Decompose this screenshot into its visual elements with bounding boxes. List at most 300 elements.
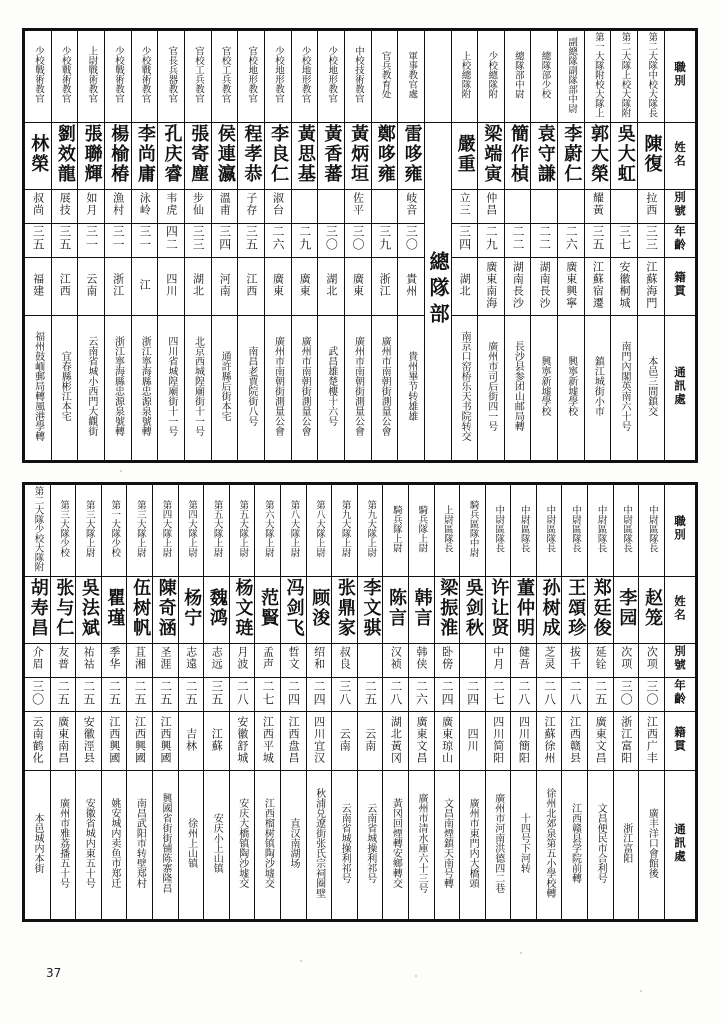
cell-origin: 福建 [25,257,52,315]
cell-address: 廣州市南朝街測量公會 [344,315,371,460]
cell-name: 劉效龍 [51,123,78,190]
cell-name: 范賢 [255,577,281,644]
cell-alias: 溫甫 [211,189,238,223]
cell-alias: 中月 [485,643,511,677]
cell-alias: 健吾 [511,643,537,677]
cell-address: 興寧新墟學校 [531,315,558,460]
cell-rank: 少校地形教官 [291,31,318,123]
cell-age: 三五 [584,223,611,257]
cell-rank: 少校地形教官 [318,31,345,123]
row-label-age: 年齡 [665,223,696,257]
cell-name: 赵笼 [639,577,665,644]
cell-alias [504,189,531,223]
cell-name: 袁守謙 [531,123,558,190]
table-row [25,223,696,257]
cell-address: 安徽省城内東五十号 [76,771,102,920]
cell-origin: 江西平城 [255,712,281,771]
cell-age: 二八 [229,677,255,711]
cell-age: 三四 [451,223,478,257]
cell-address: 通許縣后街本宅 [211,315,238,460]
cell-name: 顾浚 [306,577,332,644]
cell-name: 雷哆雍 [398,123,425,190]
cell-origin: 云南 [357,712,383,771]
cell-name: 张鼎家 [332,577,358,644]
row-label-rank: 職別 [665,485,696,577]
cell-rank: 第二大隊少校大隊附 [25,485,51,577]
cell-rank: 上尉戰術教官 [78,31,105,123]
cell-address: 廣州市司后街四一号 [478,315,505,460]
cell-name: 吳大虹 [611,123,638,190]
cell-name: 陈言 [383,577,409,644]
cell-rank: 官校工兵教官 [211,31,238,123]
cell-alias: 子存 [238,189,265,223]
cell-address: 貴州畢节转雄雄 [398,315,425,460]
cell-origin: 廣東琼山 [434,712,460,771]
cell-alias [318,189,345,223]
cell-rank: 第四大隊上尉 [178,485,204,577]
cell-age: 三三 [184,223,211,257]
cell-address: 本邑三間鎮交 [638,315,665,460]
cell-rank: 第二大隊上校大隊附 [611,31,638,123]
cell-name: 李尚庸 [131,123,158,190]
cell-origin: 浙江 [371,257,398,315]
cell-origin: 云南 [332,712,358,771]
cell-rank: 少校戰術教官 [51,31,78,123]
cell-alias: 介眉 [25,643,51,677]
cell-age: 四二 [158,223,185,257]
cell-rank: 上校總隊附 [451,31,478,123]
cell-alias [531,189,558,223]
cell-rank: 第四大隊上尉 [152,485,178,577]
cell-age: 二二 [531,223,558,257]
cell-address: 安庆小上山镇 [204,771,230,920]
cell-age: 三〇 [639,677,665,711]
cell-alias: 韦虎 [158,189,185,223]
cell-age: 二五 [178,677,204,711]
cell-origin: 湖南長沙 [531,257,558,315]
cell-age: 三一 [104,223,131,257]
cell-alias: 如月 [78,189,105,223]
cell-name: 簡作楨 [504,123,531,190]
cell-age: 二五 [152,677,178,711]
cell-address: 江西赣县学院前轉 [562,771,588,920]
cell-address: 云南省城小西門大觀街 [78,315,105,460]
cell-origin: 四川 [460,712,486,771]
cell-name: 杨文琏 [229,577,255,644]
cell-alias [558,189,585,223]
cell-address: 北京西城隍廟街十一号 [184,315,211,460]
cell-name: 陳奇涵 [152,577,178,644]
cell-alias: 志远 [204,643,230,677]
cell-alias: 卧傍 [434,643,460,677]
table-row [25,31,696,123]
cell-address: 鎮江城街小市 [584,315,611,460]
cell-name: 吳剑秋 [460,577,486,644]
cell-alias: 淑台 [264,189,291,223]
cell-address: 廣州市東門内大橋頭 [460,771,486,920]
cell-name: 張聯輝 [78,123,105,190]
cell-address: 浙江寧海縣忠源泉號轉 [131,315,158,460]
cell-address: 南昌武阳市转壁郑村 [127,771,153,920]
cell-age: 二九 [478,223,505,257]
cell-age: 二六 [264,223,291,257]
cell-rank: 第二大隊中校大隊長 [638,31,665,123]
cell-rank: 騎兵隊上尉 [383,485,409,577]
cell-origin: 湖南長沙 [504,257,531,315]
cell-age: 三〇 [25,677,51,711]
cell-origin: 廣東 [291,257,318,315]
row-label-address: 通訊處 [665,315,696,460]
row-label-name: 姓名 [665,123,696,190]
cell-name: 许让贤 [485,577,511,644]
cell-address: 本邑城内本街 [25,771,51,920]
table-row [25,771,696,920]
cell-origin: 江西盘昌 [280,712,306,771]
cell-origin: 四川宜汉 [306,712,332,771]
cell-address: 浙江寧海縣忠源泉號轉 [104,315,131,460]
row-label-alias: 別號 [665,189,696,223]
cell-rank: 少校戰術教官 [104,31,131,123]
cell-origin: 安徽涇县 [76,712,102,771]
cell-age: 三一 [78,223,105,257]
row-label-origin: 籍貫 [665,257,696,315]
cell-origin: 廣東興寧 [558,257,585,315]
cell-name: 張寄塵 [184,123,211,190]
cell-rank: 官兵教育处 [371,31,398,123]
cell-alias: 孟声 [255,643,281,677]
cell-alias: 岐音 [398,189,425,223]
cell-rank: 副總隊副隊部中尉 [558,31,585,123]
cell-origin: 廣東南昌 [50,712,76,771]
cell-address: 南京口窑桥乐天书院转交 [451,315,478,460]
cell-age: 三〇 [318,223,345,257]
cell-name: 韩言 [408,577,434,644]
cell-age: 二八 [511,677,537,711]
cell-age: 二四 [434,677,460,711]
row-label-alias: 別號 [665,643,696,677]
cell-address: 南門內閣英南六十号 [611,315,638,460]
cell-rank: 第三大隊少校 [50,485,76,577]
cell-alias: 芝灵 [536,643,562,677]
cell-age: 二四 [306,677,332,711]
cell-address: 廣州市南朝街測量公會 [264,315,291,460]
cell-name: 李园 [613,577,639,644]
cell-alias: 立三 [451,189,478,223]
cell-age: 二七 [255,677,281,711]
cell-rank: 第三大隊上尉 [76,485,102,577]
cell-origin: 四川简阳 [485,712,511,771]
cell-age: 二八 [562,677,588,711]
cell-address: 廣州市南朝街測量公會 [291,315,318,460]
cell-name: 鄭哆雍 [371,123,398,190]
cell-age: 二二 [504,223,531,257]
cell-alias: 友普 [50,643,76,677]
cell-rank [424,31,451,123]
cell-alias: 汉祯 [383,643,409,677]
cell-alias: 哲文 [280,643,306,677]
cell-address: 武昌雄楚樓十六号 [318,315,345,460]
cell-age: 三九 [371,223,398,257]
cell-alias [371,189,398,223]
cell-name: 陳復 [638,123,665,190]
cell-age: 三〇 [398,223,425,257]
cell-origin: 江蘇宿遷 [584,257,611,315]
cell-origin: 廣東 [344,257,371,315]
table-row [25,257,696,315]
cell-age: 三〇 [613,677,639,711]
cell-alias: 拔千 [562,643,588,677]
cell-origin: 江西興國 [127,712,153,771]
cell-address: 直汉南湖场 [280,771,306,920]
cell-origin: 江西广丰 [639,712,665,771]
cell-age: 三一 [131,223,158,257]
cell-rank: 第一大隊少校 [101,485,127,577]
cell-origin: 河南 [211,257,238,315]
table-row [25,643,696,677]
cell-origin: 江西 [51,257,78,315]
cell-origin: 江西 [238,257,265,315]
cell-origin: 江蘇海門 [638,257,665,315]
row-label-age: 年齡 [665,677,696,711]
table-row [25,123,696,190]
table-row [25,315,696,460]
cell-rank: 中尉區隊長 [639,485,665,577]
cell-age: 二六 [408,677,434,711]
cell-alias: 仲昌 [478,189,505,223]
cell-name: 程孝恭 [238,123,265,190]
cell-origin: 廣東文昌 [588,712,614,771]
cell-age: 二五 [50,677,76,711]
cell-origin: 云南 [78,257,105,315]
cell-origin: 江西興國 [101,712,127,771]
cell-origin: 廣東南海 [478,257,505,315]
register-table-top [22,28,698,463]
cell-rank: 總隊部中尉 [504,31,531,123]
cell-origin: 湖北 [184,257,211,315]
cell-rank: 官校地形教官 [238,31,265,123]
cell-rank: 上尉區隊長 [434,485,460,577]
cell-rank: 中尉區隊長 [536,485,562,577]
cell-name: 郭大榮 [584,123,611,190]
cell-alias: 韩侠 [408,643,434,677]
cell-rank: 第九大隊上尉 [357,485,383,577]
cell-rank: 軍事教官處 [398,31,425,123]
cell-name: 梁端寅 [478,123,505,190]
cell-name: 李文骐 [357,577,383,644]
cell-age: 三五 [238,223,265,257]
cell-alias: 泳岭 [131,189,158,223]
cell-name: 魏鸿 [204,577,230,644]
cell-name: 黃香蕃 [318,123,345,190]
cell-name: 孙树成 [536,577,562,644]
cell-name: 瞿瑾 [101,577,127,644]
cell-address: 福州鼓峏郵局轉風港學轉 [25,315,52,460]
cell-alias: 祐祜 [76,643,102,677]
table-row [25,577,696,644]
cell-rank: 總隊部少校 [531,31,558,123]
cell-name: 孔庆睿 [158,123,185,190]
cell-origin: 江 [131,257,158,315]
table-row [25,712,696,771]
cell-name: 侯連瀛 [211,123,238,190]
cell-origin: 安徽舒城 [229,712,255,771]
cell-rank: 騎兵隊上尉 [408,485,434,577]
cell-address: 浙江富阳 [613,771,639,920]
cell-address: 云南省城操利祁号 [357,771,383,920]
cell-name: 胡寿昌 [25,577,51,644]
cell-name: 楊榆椿 [104,123,131,190]
cell-origin: 云南鹤化 [25,712,51,771]
cell-age: 二七 [485,677,511,711]
row-label-rank: 職別 [665,31,696,123]
cell-name: 林榮 [25,123,52,190]
cell-age: 二五 [101,677,127,711]
cell-name: 张与仁 [50,577,76,644]
cell-age: 二五 [357,677,383,711]
cell-address: 徐州北郊泉第五小學校轉 [536,771,562,920]
table-row [25,485,696,577]
row-label-name: 姓名 [665,577,696,644]
cell-rank: 第六大隊上尉 [255,485,281,577]
cell-alias: 绍和 [306,643,332,677]
cell-rank: 中尉區隊長 [511,485,537,577]
cell-name: 嚴重 [451,123,478,190]
cell-age: 二八 [536,677,562,711]
cell-name: 杨宁 [178,577,204,644]
cell-address: 文昌南煙鎮天南号轉 [434,771,460,920]
cell-alias [460,643,486,677]
cell-alias: 漁村 [104,189,131,223]
cell-name: 黃思基 [291,123,318,190]
cell-address: 宜春縣彬江本宅 [51,315,78,460]
cell-origin: 四川簡阳 [511,712,537,771]
cell-rank: 第八大隊上尉 [306,485,332,577]
cell-rank: 少校戰術教官 [131,31,158,123]
cell-age: 三三 [638,223,665,257]
cell-address: 廣州市清水庫六十三号 [408,771,434,920]
cell-alias: 苴湘 [127,643,153,677]
cell-rank: 第三大隊上尉 [127,485,153,577]
cell-alias: 耀黃 [584,189,611,223]
cell-age: 二五 [76,677,102,711]
page-number: 37 [46,966,62,980]
cell-origin: 貴州 [398,257,425,315]
cell-address: 長沙县参团山邮局轉 [504,315,531,460]
table-row [25,677,696,711]
cell-rank: 官校工兵教官 [184,31,211,123]
cell-address: 文昌便民市合利号 [588,771,614,920]
cell-rank: 官長兵器教官 [158,31,185,123]
cell-name: 李良仁 [264,123,291,190]
cell-age: 二四 [460,677,486,711]
cell-origin: 四川 [158,257,185,315]
cell-rank: 中尉區隊長 [485,485,511,577]
cell-name: 郑廷俊 [588,577,614,644]
cell-rank: 第九大隊上尉 [332,485,358,577]
cell-address: 十四号下河转 [511,771,537,920]
cell-rank: 第五大隊上尉 [204,485,230,577]
cell-origin: 江西赣县 [562,712,588,771]
cell-rank: 少校總隊附 [478,31,505,123]
cell-alias: 月波 [229,643,255,677]
cell-name: 梁振淮 [434,577,460,644]
cell-origin: 浙江 [104,257,131,315]
cell-age: 二四 [280,677,306,711]
cell-name: 吳法斌 [76,577,102,644]
cell-rank: 少校地形教官 [264,31,291,123]
cell-origin: 安徽桐城 [611,257,638,315]
cell-name: 董仲明 [511,577,537,644]
cell-alias: 步仙 [184,189,211,223]
row-label-address: 通訊處 [665,771,696,920]
cell-age: 二五 [127,677,153,711]
cell-alias: 叔良 [332,643,358,677]
cell-address: 廣州市南朝街測量公會 [371,315,398,460]
cell-name: 黃炳垣 [344,123,371,190]
cell-address: 廣丰洋口會館後 [639,771,665,920]
cell-age: 三八 [332,677,358,711]
cell-rank: 第五大隊上尉 [229,485,255,577]
cell-alias [611,189,638,223]
cell-age: 二八 [383,677,409,711]
cell-age: 二六 [558,223,585,257]
cell-address: 江西榴树镇陶沙墟交 [255,771,281,920]
cell-rank: 中尉區隊長 [588,485,614,577]
table-row [25,189,696,223]
cell-age: 三五 [51,223,78,257]
cell-rank: 騎兵區隊中尉 [460,485,486,577]
cell-address: 秋浦兑遼街张氏宗祠圈壁 [306,771,332,920]
cell-origin: 江西興國 [152,712,178,771]
cell-rank: 中尉區隊長 [562,485,588,577]
cell-address: 徐州上山镇 [178,771,204,920]
cell-origin: 廣東 [264,257,291,315]
cell-age: 三五 [204,677,230,711]
cell-age: 三四 [211,223,238,257]
cell-name: 總隊部 [424,123,451,461]
cell-alias [357,643,383,677]
cell-origin: 湖北黃冈 [383,712,409,771]
cell-alias: 季华 [101,643,127,677]
cell-alias: 次项 [613,643,639,677]
cell-alias: 延铨 [588,643,614,677]
cell-name: 冯剑飞 [280,577,306,644]
cell-origin: 廣東文昌 [408,712,434,771]
cell-rank: 第八大隊上尉 [280,485,306,577]
cell-age: 三五 [25,223,52,257]
row-label-origin: 籍貫 [665,712,696,771]
cell-address: 廣州市雅荔播五十号 [50,771,76,920]
cell-name: 王頌珍 [562,577,588,644]
cell-origin: 湖北 [318,257,345,315]
cell-alias: 佐平 [344,189,371,223]
cell-age: 二九 [291,223,318,257]
cell-alias: 次项 [639,643,665,677]
cell-origin: 江蘇徐州 [536,712,562,771]
cell-age: 三七 [611,223,638,257]
cell-alias: 叔尚 [25,189,52,223]
cell-age: 三〇 [344,223,371,257]
cell-rank: 中校技術教官 [344,31,371,123]
cell-name: 李蔚仁 [558,123,585,190]
cell-address: 興寧新墟學校 [558,315,585,460]
cell-address: 云南省城操利祁号 [332,771,358,920]
cell-alias: 展技 [51,189,78,223]
cell-age: 二五 [588,677,614,711]
cell-origin: 吉林 [178,712,204,771]
cell-address: 姚安城内卖鱼市郑迁 [101,771,127,920]
cell-address: 廣州市河南洪德四二巷 [485,771,511,920]
